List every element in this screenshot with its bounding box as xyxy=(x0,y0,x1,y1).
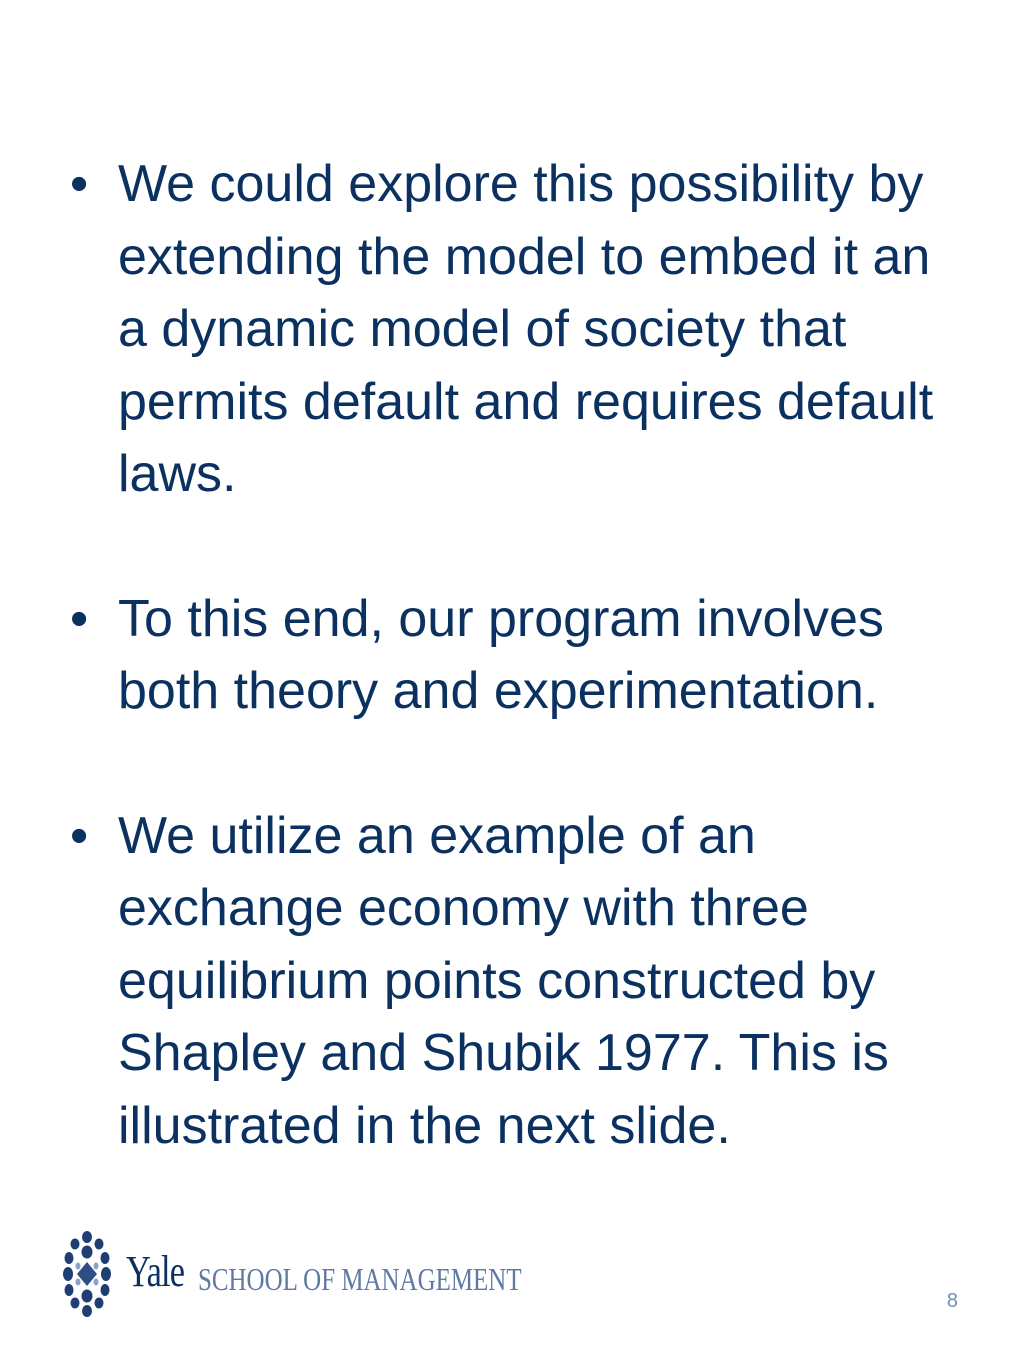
bullet-marker: • xyxy=(70,155,89,213)
yale-som-logo xyxy=(60,1228,520,1318)
bullet-list xyxy=(60,148,970,1162)
logo-yale-wordmark: Yale xyxy=(126,1247,185,1296)
page-number: 8 xyxy=(946,1290,958,1312)
bullet-text-2: To this end, our program involves both theory and experimentation. xyxy=(118,589,884,720)
bullet-text-3: We utilize an example of an exchange economy with three equilibrium points constructed by Shapley and Shubik 1977. This is illustrated in the next slide. xyxy=(118,806,889,1155)
bullet-marker: • xyxy=(70,806,89,865)
bullet-item-1 xyxy=(60,148,970,511)
logo-school-wordmark: SCHOOL OF MANAGEMENT xyxy=(198,1261,522,1297)
yale-crest-icon xyxy=(60,1228,114,1318)
bullet-text-1: We could explore this possibility by extending the model to embed it an a dynamic model of society that permits default and requires default laws. xyxy=(118,155,934,503)
bullet-marker: • xyxy=(70,589,89,648)
bullet-item-3 xyxy=(60,800,970,1163)
bullet-item-2 xyxy=(60,583,970,728)
